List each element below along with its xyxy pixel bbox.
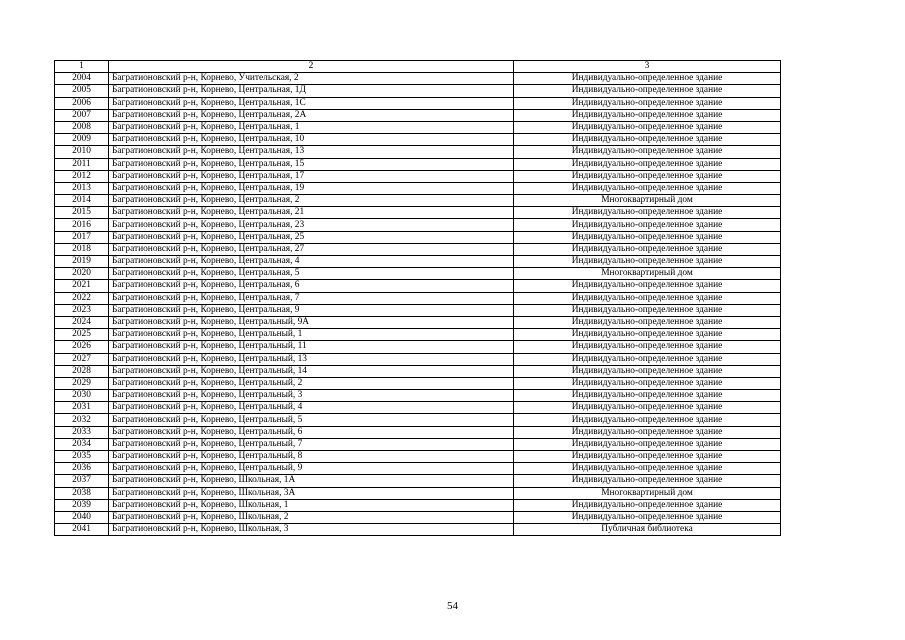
table-row bbox=[55, 256, 781, 268]
object-type-cell: Публичная библиотека bbox=[514, 524, 781, 536]
column-header-1: 1 bbox=[55, 61, 109, 73]
table-row bbox=[55, 511, 781, 523]
address-cell: Багратионовский р-н, Корнево, Центральный, 9 bbox=[109, 463, 514, 475]
table-header-row bbox=[55, 61, 781, 73]
row-number-cell: 2040 bbox=[55, 511, 109, 523]
table-row bbox=[55, 475, 781, 487]
row-number-cell: 2012 bbox=[55, 170, 109, 182]
row-number-cell: 2037 bbox=[55, 475, 109, 487]
row-number-cell: 2029 bbox=[55, 377, 109, 389]
address-cell: Багратионовский р-н, Корнево, Центральная, 9 bbox=[109, 304, 514, 316]
object-type-cell: Индивидуально-определенное здание bbox=[514, 243, 781, 255]
page-number: 54 bbox=[447, 600, 458, 612]
row-number-cell: 2020 bbox=[55, 268, 109, 280]
table-row bbox=[55, 97, 781, 109]
table-row bbox=[55, 487, 781, 499]
object-type-cell: Индивидуально-определенное здание bbox=[514, 463, 781, 475]
address-cell: Багратионовский р-н, Корнево, Центральная, 13 bbox=[109, 146, 514, 158]
row-number-cell: 2015 bbox=[55, 207, 109, 219]
row-number-cell: 2006 bbox=[55, 97, 109, 109]
address-cell: Багратионовский р-н, Корнево, Центральный, 5 bbox=[109, 414, 514, 426]
object-type-cell: Индивидуально-определенное здание bbox=[514, 304, 781, 316]
row-number-cell: 2032 bbox=[55, 414, 109, 426]
address-cell: Багратионовский р-н, Корнево, Центральная, 1С bbox=[109, 97, 514, 109]
address-cell: Багратионовский р-н, Корнево, Центральный, 11 bbox=[109, 341, 514, 353]
row-number-cell: 2028 bbox=[55, 365, 109, 377]
table-row bbox=[55, 195, 781, 207]
address-cell: Багратионовский р-н, Корнево, Школьная, 1А bbox=[109, 475, 514, 487]
row-number-cell: 2009 bbox=[55, 134, 109, 146]
table-row bbox=[55, 219, 781, 231]
table-row bbox=[55, 207, 781, 219]
table-row bbox=[55, 109, 781, 121]
address-cell: Багратионовский р-н, Корнево, Центральный, 4 bbox=[109, 402, 514, 414]
row-number-cell: 2021 bbox=[55, 280, 109, 292]
table-row bbox=[55, 292, 781, 304]
table-row bbox=[55, 524, 781, 536]
object-type-cell: Индивидуально-определенное здание bbox=[514, 158, 781, 170]
address-cell: Багратионовский р-н, Корнево, Центральная, 10 bbox=[109, 134, 514, 146]
table-row bbox=[55, 438, 781, 450]
table-row bbox=[55, 390, 781, 402]
table-row bbox=[55, 231, 781, 243]
address-cell: Багратионовский р-н, Корнево, Центральный, 13 bbox=[109, 353, 514, 365]
table-row bbox=[55, 414, 781, 426]
address-cell: Багратионовский р-н, Корнево, Центральная, 2А bbox=[109, 109, 514, 121]
object-type-cell: Индивидуально-определенное здание bbox=[514, 73, 781, 85]
object-type-cell: Многоквартирный дом bbox=[514, 268, 781, 280]
column-header-3: 3 bbox=[514, 61, 781, 73]
object-type-cell: Индивидуально-определенное здание bbox=[514, 207, 781, 219]
table-row bbox=[55, 243, 781, 255]
table-row bbox=[55, 377, 781, 389]
address-cell: Багратионовский р-н, Корнево, Центральная, 1 bbox=[109, 121, 514, 133]
row-number-cell: 2026 bbox=[55, 341, 109, 353]
row-number-cell: 2010 bbox=[55, 146, 109, 158]
object-type-cell: Индивидуально-определенное здание bbox=[514, 85, 781, 97]
address-cell: Багратионовский р-н, Корнево, Центральный, 7 bbox=[109, 438, 514, 450]
table-row bbox=[55, 463, 781, 475]
row-number-cell: 2018 bbox=[55, 243, 109, 255]
row-number-cell: 2019 bbox=[55, 256, 109, 268]
table-row bbox=[55, 341, 781, 353]
address-cell: Багратионовский р-н, Корнево, Центральная, 19 bbox=[109, 182, 514, 194]
table-row bbox=[55, 268, 781, 280]
address-cell: Багратионовский р-н, Корнево, Центральная, 23 bbox=[109, 219, 514, 231]
address-cell: Багратионовский р-н, Корнево, Центральный, 8 bbox=[109, 451, 514, 463]
address-cell: Багратионовский р-н, Корнево, Школьная, 2 bbox=[109, 511, 514, 523]
row-number-cell: 2038 bbox=[55, 487, 109, 499]
object-type-cell: Индивидуально-определенное здание bbox=[514, 219, 781, 231]
address-cell: Багратионовский р-н, Корнево, Центральный, 2 bbox=[109, 377, 514, 389]
table-row bbox=[55, 304, 781, 316]
address-cell: Багратионовский р-н, Корнево, Центральная, 1Д bbox=[109, 85, 514, 97]
table-row bbox=[55, 329, 781, 341]
object-type-cell: Индивидуально-определенное здание bbox=[514, 353, 781, 365]
object-type-cell: Индивидуально-определенное здание bbox=[514, 475, 781, 487]
row-number-cell: 2014 bbox=[55, 195, 109, 207]
address-cell: Багратионовский р-н, Корнево, Центральный, 6 bbox=[109, 426, 514, 438]
object-type-cell: Индивидуально-определенное здание bbox=[514, 511, 781, 523]
object-type-cell: Многоквартирный дом bbox=[514, 195, 781, 207]
address-cell: Багратионовский р-н, Корнево, Центральный, 14 bbox=[109, 365, 514, 377]
row-number-cell: 2039 bbox=[55, 499, 109, 511]
table-row bbox=[55, 170, 781, 182]
row-number-cell: 2004 bbox=[55, 73, 109, 85]
table-row bbox=[55, 134, 781, 146]
row-number-cell: 2036 bbox=[55, 463, 109, 475]
table-row bbox=[55, 451, 781, 463]
object-type-cell: Индивидуально-определенное здание bbox=[514, 146, 781, 158]
address-cell: Багратионовский р-н, Корнево, Школьная, 3А bbox=[109, 487, 514, 499]
object-type-cell: Индивидуально-определенное здание bbox=[514, 499, 781, 511]
address-cell: Багратионовский р-н, Корнево, Центральная, 4 bbox=[109, 256, 514, 268]
address-cell: Багратионовский р-н, Корнево, Центральная, 15 bbox=[109, 158, 514, 170]
table-row bbox=[55, 353, 781, 365]
object-type-cell: Индивидуально-определенное здание bbox=[514, 109, 781, 121]
object-type-cell: Индивидуально-определенное здание bbox=[514, 341, 781, 353]
row-number-cell: 2024 bbox=[55, 316, 109, 328]
table-row bbox=[55, 146, 781, 158]
address-cell: Багратионовский р-н, Корнево, Учительская, 2 bbox=[109, 73, 514, 85]
object-type-cell: Индивидуально-определенное здание bbox=[514, 121, 781, 133]
object-type-cell: Индивидуально-определенное здание bbox=[514, 292, 781, 304]
address-cell: Багратионовский р-н, Корнево, Центральная, 25 bbox=[109, 231, 514, 243]
object-type-cell: Индивидуально-определенное здание bbox=[514, 390, 781, 402]
object-type-cell: Индивидуально-определенное здание bbox=[514, 316, 781, 328]
object-type-cell: Индивидуально-определенное здание bbox=[514, 451, 781, 463]
table-row bbox=[55, 402, 781, 414]
row-number-cell: 2034 bbox=[55, 438, 109, 450]
object-type-cell: Индивидуально-определенное здание bbox=[514, 402, 781, 414]
row-number-cell: 2025 bbox=[55, 329, 109, 341]
property-table-body bbox=[55, 61, 781, 536]
table-row bbox=[55, 121, 781, 133]
row-number-cell: 2005 bbox=[55, 85, 109, 97]
row-number-cell: 2031 bbox=[55, 402, 109, 414]
address-cell: Багратионовский р-н, Корнево, Центральная, 7 bbox=[109, 292, 514, 304]
row-number-cell: 2016 bbox=[55, 219, 109, 231]
address-cell: Багратионовский р-н, Корнево, Центральная, 17 bbox=[109, 170, 514, 182]
row-number-cell: 2030 bbox=[55, 390, 109, 402]
address-cell: Багратионовский р-н, Корнево, Центральная, 2 bbox=[109, 195, 514, 207]
object-type-cell: Индивидуально-определенное здание bbox=[514, 329, 781, 341]
table-row bbox=[55, 158, 781, 170]
row-number-cell: 2023 bbox=[55, 304, 109, 316]
object-type-cell: Индивидуально-определенное здание bbox=[514, 365, 781, 377]
row-number-cell: 2033 bbox=[55, 426, 109, 438]
table-row bbox=[55, 499, 781, 511]
table-row bbox=[55, 73, 781, 85]
table-row bbox=[55, 85, 781, 97]
property-table bbox=[54, 60, 781, 536]
object-type-cell: Индивидуально-определенное здание bbox=[514, 377, 781, 389]
address-cell: Багратионовский р-н, Корнево, Центральная, 21 bbox=[109, 207, 514, 219]
row-number-cell: 2041 bbox=[55, 524, 109, 536]
row-number-cell: 2017 bbox=[55, 231, 109, 243]
table-row bbox=[55, 280, 781, 292]
object-type-cell: Индивидуально-определенное здание bbox=[514, 170, 781, 182]
table-row bbox=[55, 182, 781, 194]
object-type-cell: Индивидуально-определенное здание bbox=[514, 134, 781, 146]
address-cell: Багратионовский р-н, Корнево, Центральная, 6 bbox=[109, 280, 514, 292]
table-row bbox=[55, 316, 781, 328]
row-number-cell: 2022 bbox=[55, 292, 109, 304]
object-type-cell: Индивидуально-определенное здание bbox=[514, 426, 781, 438]
row-number-cell: 2011 bbox=[55, 158, 109, 170]
address-cell: Багратионовский р-н, Корнево, Центральная, 27 bbox=[109, 243, 514, 255]
table-row bbox=[55, 426, 781, 438]
address-cell: Багратионовский р-н, Корнево, Центральный, 3 bbox=[109, 390, 514, 402]
address-cell: Багратионовский р-н, Корнево, Центральный, 1 bbox=[109, 329, 514, 341]
object-type-cell: Индивидуально-определенное здание bbox=[514, 182, 781, 194]
object-type-cell: Индивидуально-определенное здание bbox=[514, 231, 781, 243]
object-type-cell: Индивидуально-определенное здание bbox=[514, 438, 781, 450]
object-type-cell: Индивидуально-определенное здание bbox=[514, 256, 781, 268]
address-cell: Багратионовский р-н, Корнево, Школьная, 1 bbox=[109, 499, 514, 511]
object-type-cell: Индивидуально-определенное здание bbox=[514, 97, 781, 109]
row-number-cell: 2007 bbox=[55, 109, 109, 121]
column-header-2: 2 bbox=[109, 61, 514, 73]
address-cell: Багратионовский р-н, Корнево, Центральная, 5 bbox=[109, 268, 514, 280]
object-type-cell: Индивидуально-определенное здание bbox=[514, 414, 781, 426]
address-cell: Багратионовский р-н, Корнево, Центральный, 9А bbox=[109, 316, 514, 328]
row-number-cell: 2008 bbox=[55, 121, 109, 133]
address-cell: Багратионовский р-н, Корнево, Школьная, 3 bbox=[109, 524, 514, 536]
row-number-cell: 2035 bbox=[55, 451, 109, 463]
row-number-cell: 2013 bbox=[55, 182, 109, 194]
object-type-cell: Индивидуально-определенное здание bbox=[514, 280, 781, 292]
table-row bbox=[55, 365, 781, 377]
object-type-cell: Многоквартирный дом bbox=[514, 487, 781, 499]
row-number-cell: 2027 bbox=[55, 353, 109, 365]
